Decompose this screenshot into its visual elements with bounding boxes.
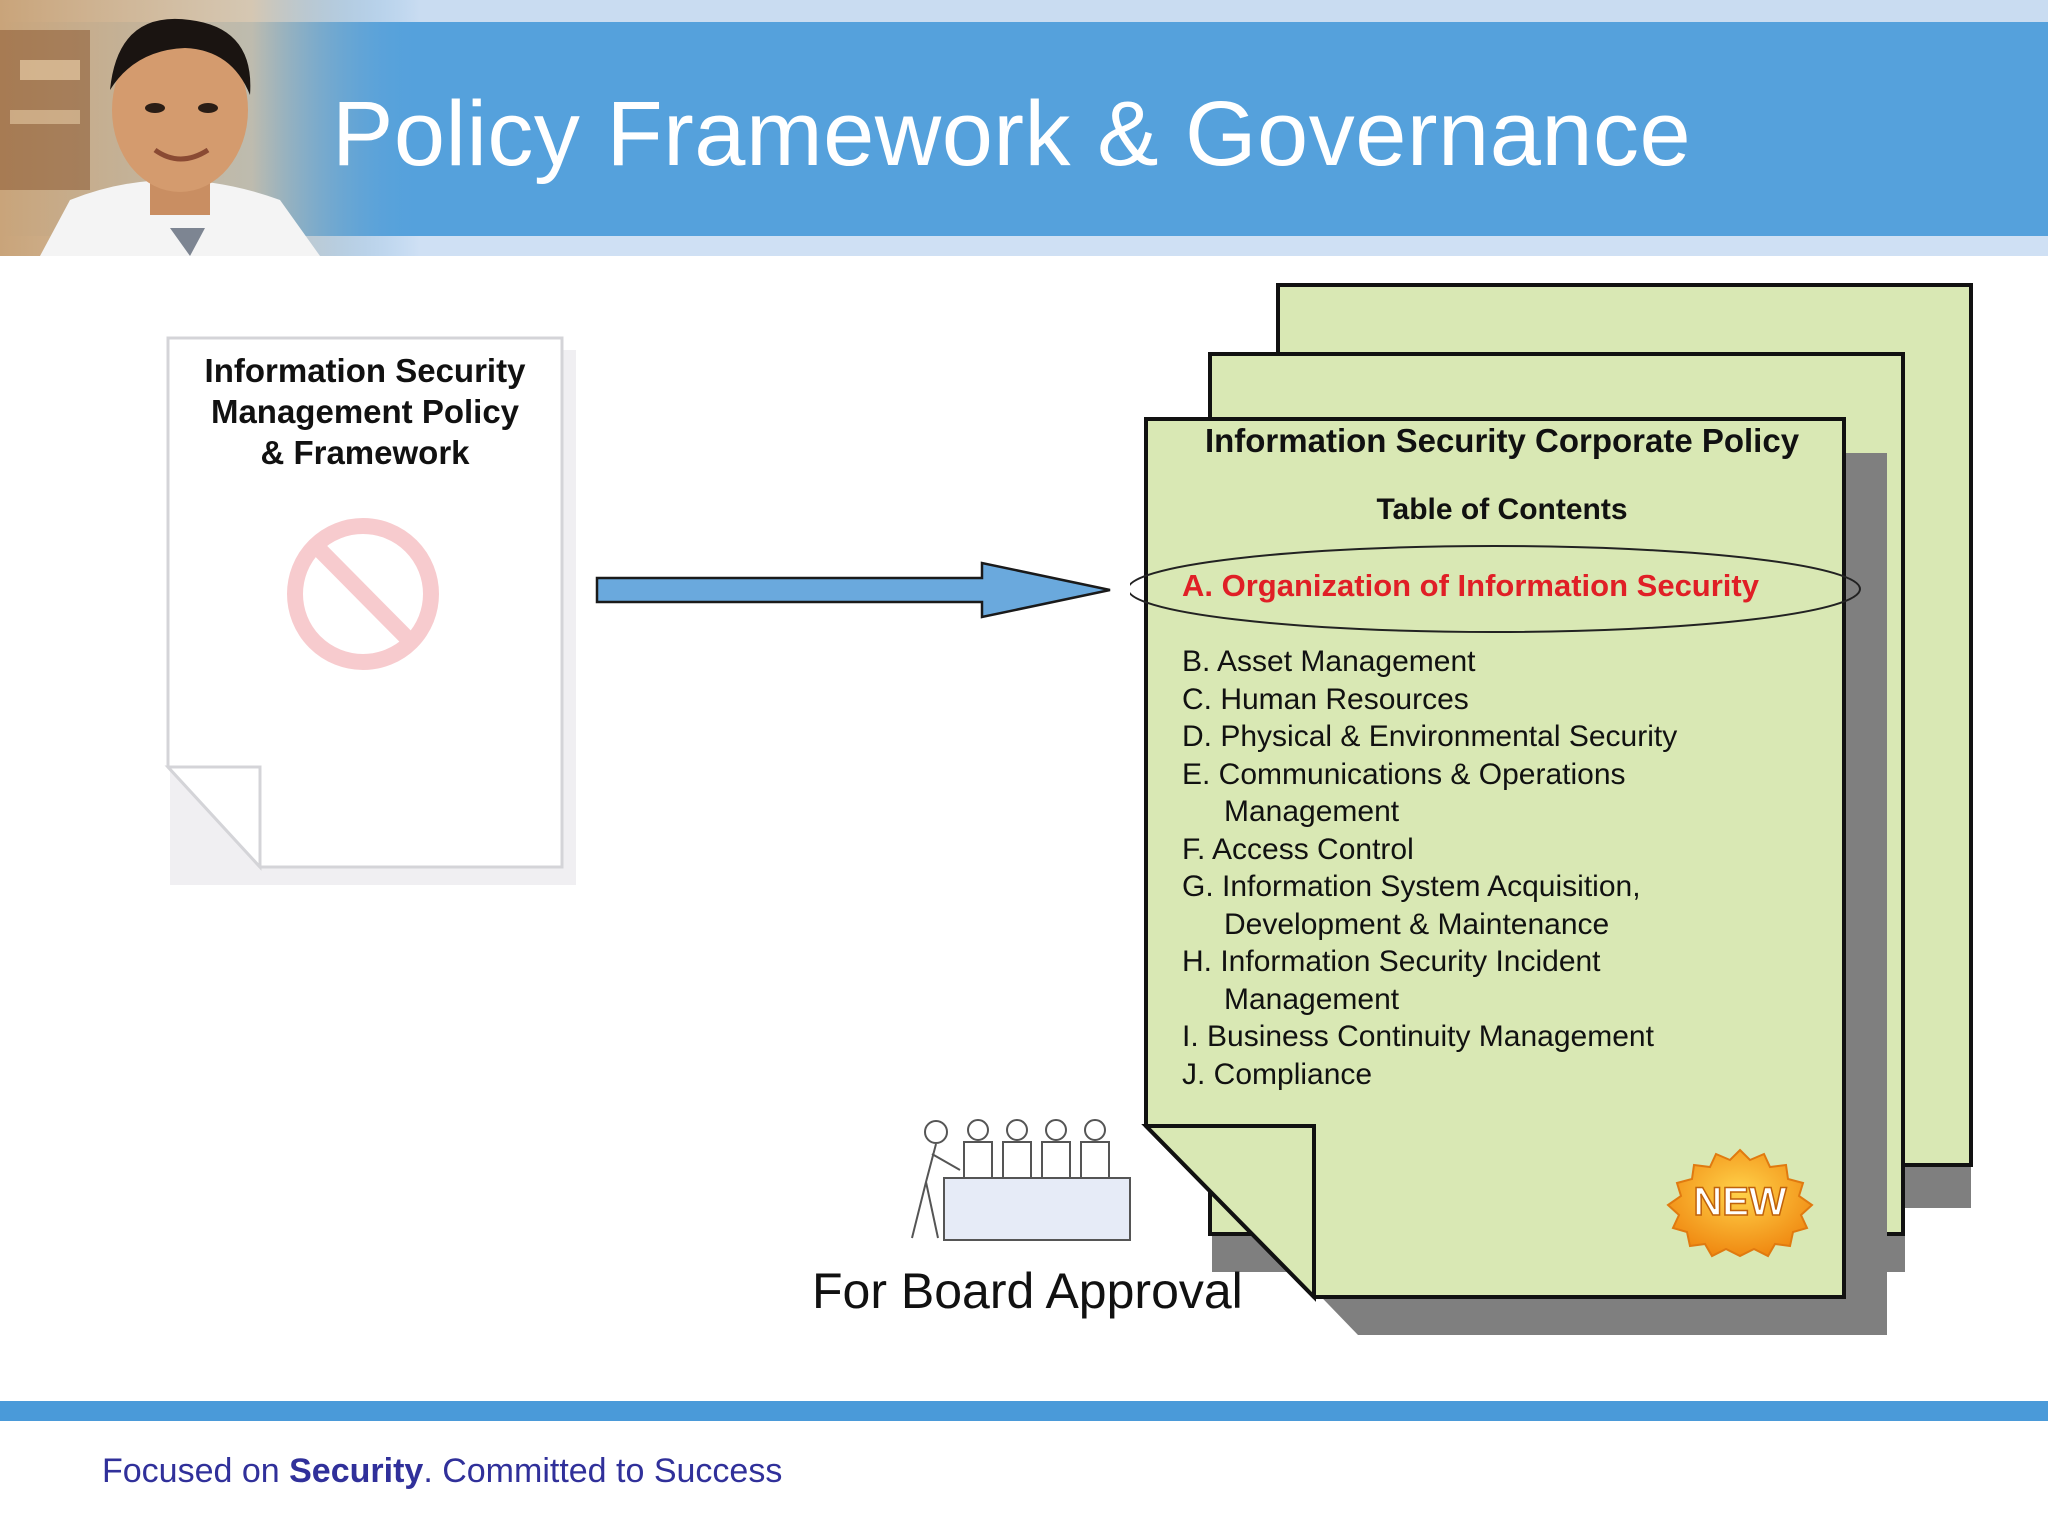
toc-item: H. Information Security Incident xyxy=(1182,945,1601,978)
old-document-title xyxy=(180,350,550,473)
toc-item-continuation: Management xyxy=(1224,795,1400,828)
toc-item: B. Asset Management xyxy=(1182,645,1476,678)
footer-band xyxy=(0,1401,2048,1421)
tagline-part1: Focused on xyxy=(102,1452,290,1490)
policy-title: Information Security Corporate Policy xyxy=(1204,422,1800,459)
tagline-part2: . Committed to Success xyxy=(423,1452,783,1490)
toc-item: E. Communications & Operations xyxy=(1182,757,1626,791)
new-badge-icon xyxy=(1660,1148,1820,1258)
toc-item: D. Physical & Environmental Security xyxy=(1182,720,1678,753)
toc-item: J. Compliance xyxy=(1182,1057,1373,1091)
footer-tagline xyxy=(102,1452,782,1491)
old-document-title-line1: Information Security xyxy=(204,352,526,389)
toc-item: G. Information System Acquisition, xyxy=(1182,870,1641,903)
toc-list xyxy=(1182,643,1677,1093)
toc-item: C. Human Resources xyxy=(1182,682,1469,716)
old-document-title-line2: Management Policy xyxy=(210,393,520,430)
board-meeting-icon xyxy=(880,1110,1140,1250)
old-document-title-line3: & Framework xyxy=(260,434,470,471)
right-arrow-icon xyxy=(590,555,1120,625)
toc-highlighted-item: A. Organization of Information Security xyxy=(1182,568,1759,603)
toc-item-continuation: Development & Maintenance xyxy=(1224,907,1610,941)
page-title: Policy Framework & Governance xyxy=(332,83,1692,185)
toc-item: F. Access Control xyxy=(1182,832,1414,866)
board-approval-caption: For Board Approval xyxy=(812,1263,1243,1319)
tagline-bold: Security xyxy=(289,1452,424,1490)
new-badge-label: NEW xyxy=(1693,1180,1787,1224)
toc-item-continuation: Management xyxy=(1224,982,1400,1016)
toc-item: I. Business Continuity Management xyxy=(1182,1020,1654,1053)
toc-heading: Table of Contents xyxy=(1376,493,1628,526)
